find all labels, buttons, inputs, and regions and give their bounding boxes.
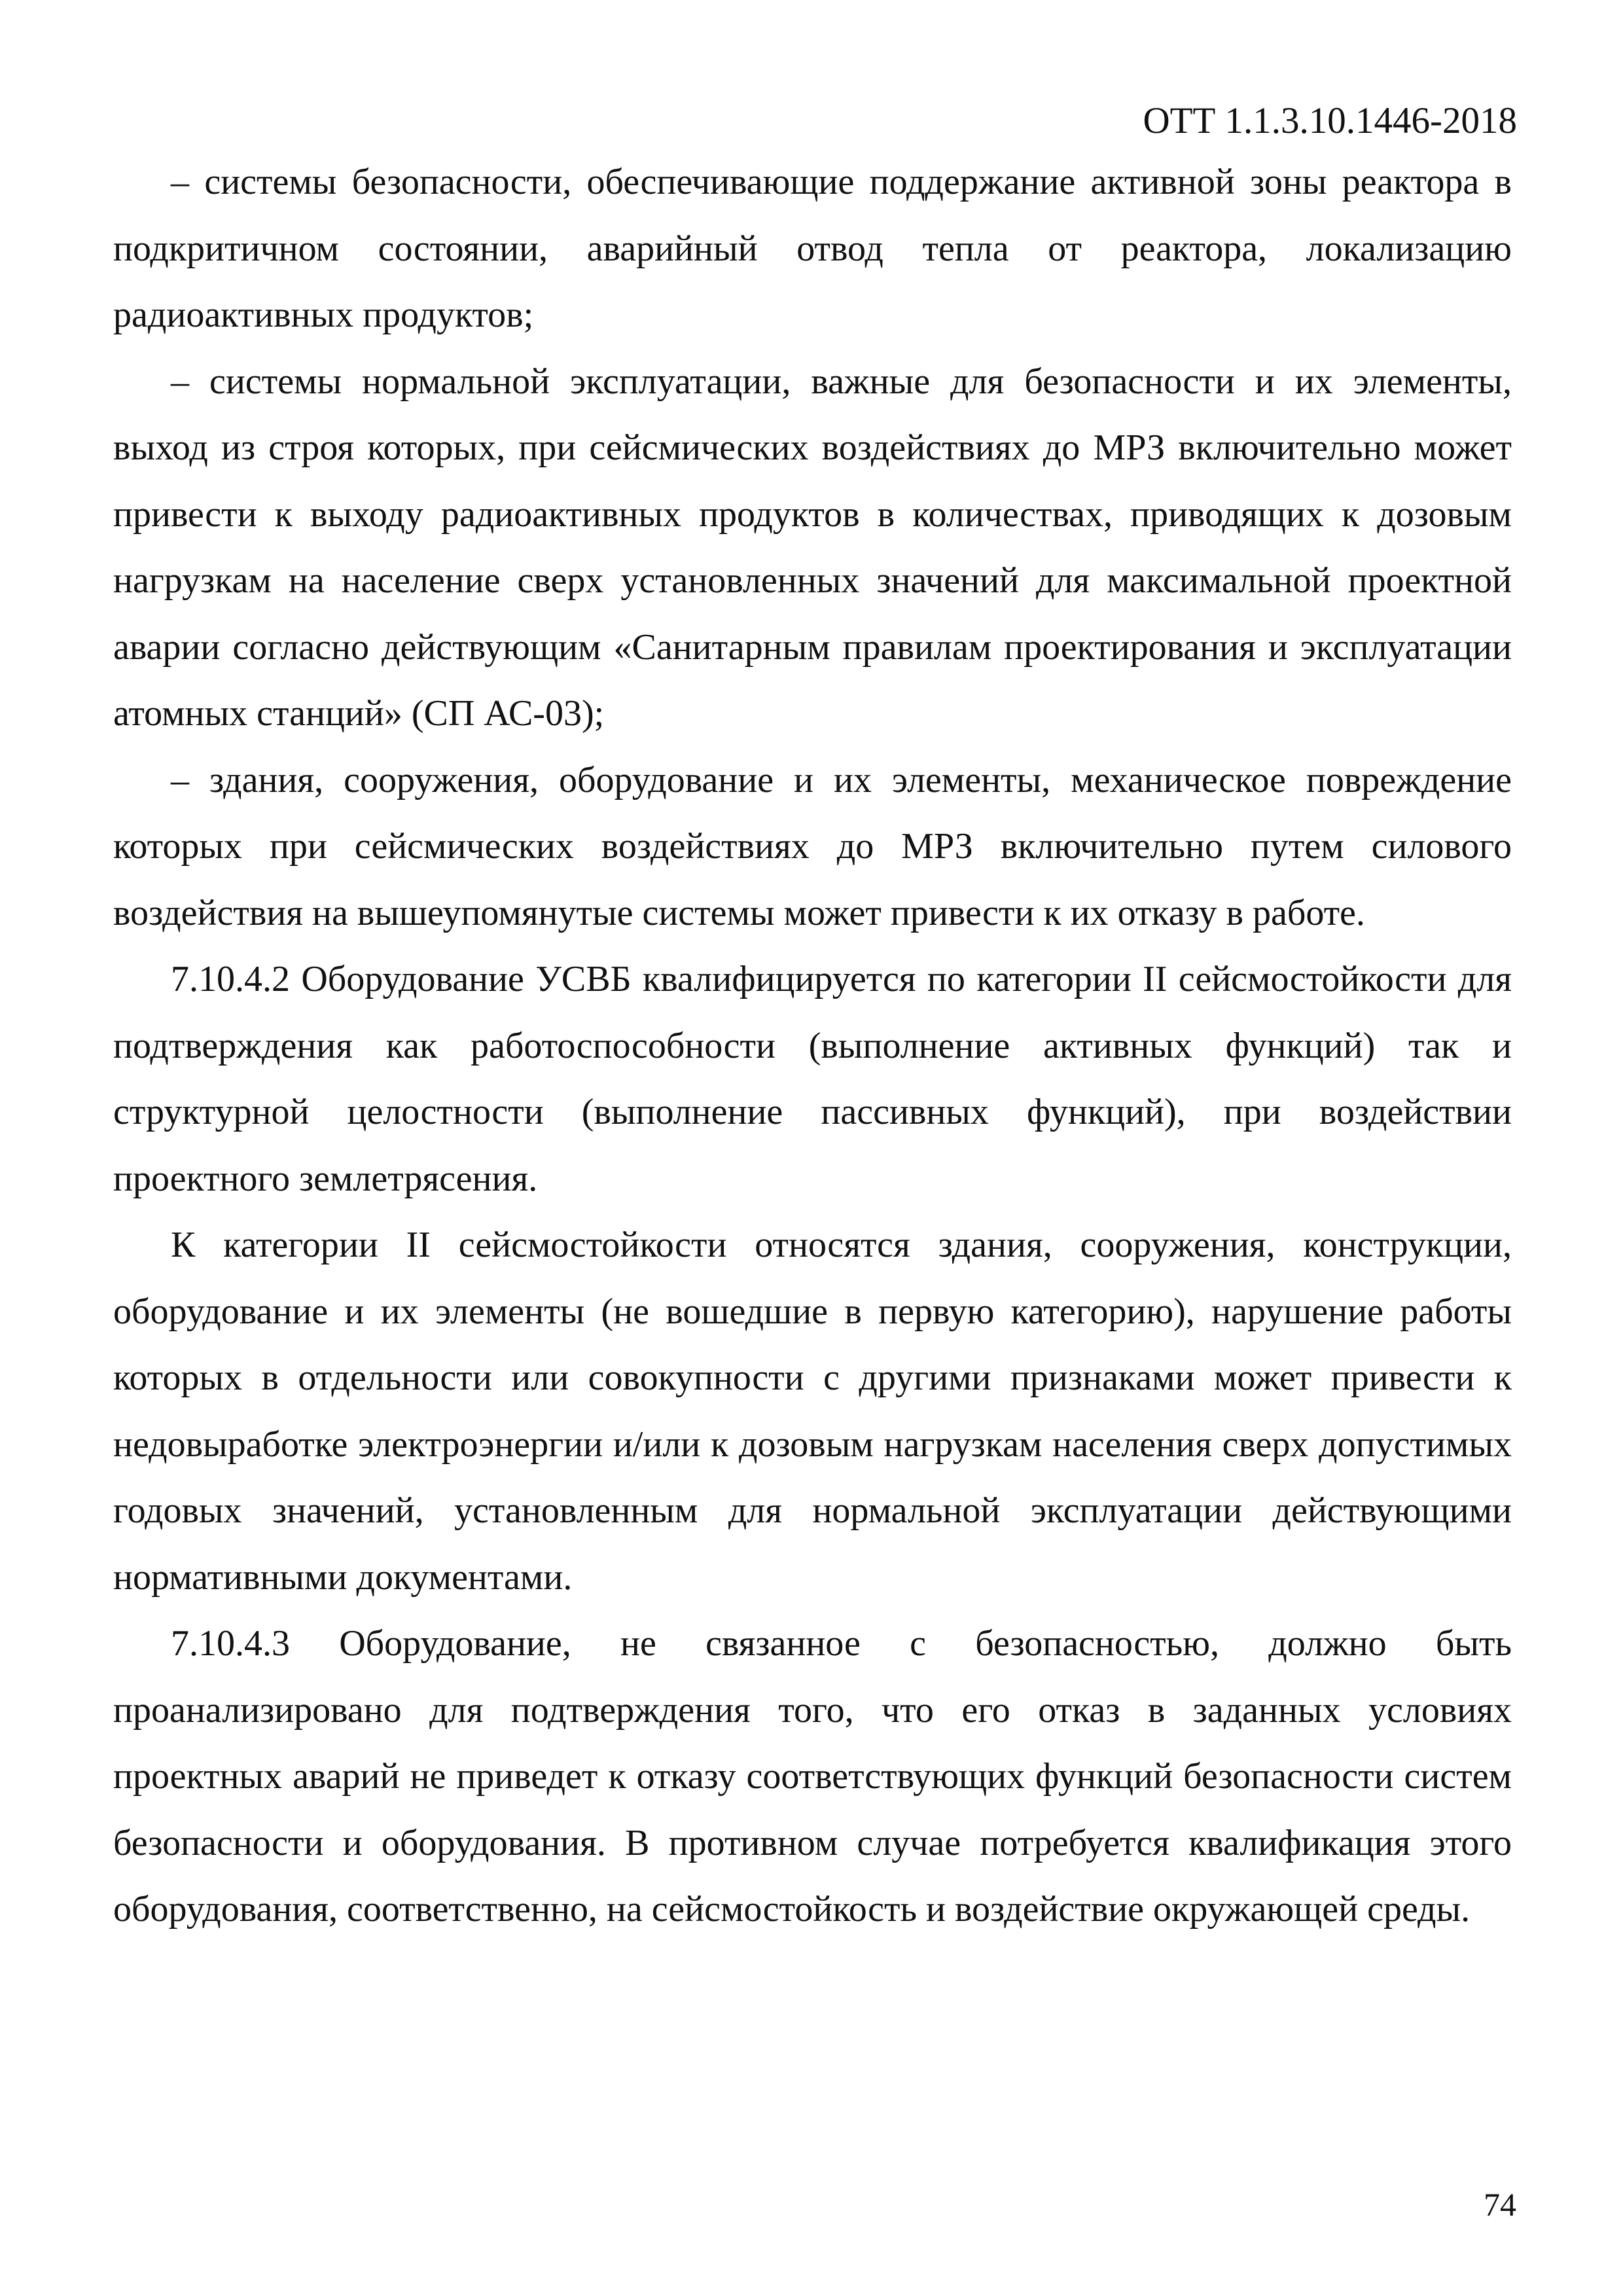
paragraph-safety-systems: – системы безопасности, обеспечивающие поддержание активной зоны реактора в подкритичном состоянии, аварийный отвод тепла от реактора, локализацию радиоактивных продуктов;: [113, 162, 1512, 335]
document-body: [113, 149, 1512, 1943]
paragraph-category-ii: К категории II сейсмостойкости относятся здания, сооружения, конструкции, оборудование и их элементы (не вошедшие в первую категорию), нарушение работы которых в отдельности или совокупности с другими признаками может привести к недовыработке электроэнергии и/или к дозовым нагрузкам населения сверх допустимых годовых значений, установленным для нормальной эксплуатации действующими нормативными документами.: [113, 1225, 1512, 1598]
paragraph-section-7-10-4-3: 7.10.4.3 Оборудование, не связанное с безопасностью, должно быть проанализировано для подтверждения того, что его отказ в заданных условиях проектных аварий не приведет к отказу соответствующих функций безопасности систем безопасности и оборудования. В противном случае потребуется квалификация этого оборудования, соответственно, на сейсмостойкость и воздействие окружающей среды.: [113, 1623, 1512, 1929]
paragraph-buildings-structures: – здания, сооружения, оборудование и их элементы, механическое повреждение которых при сейсмических воздействиях до МРЗ включительно путем силового воздействия на вышеупомянутые системы может привести к их отказу в работе.: [113, 759, 1512, 933]
page-number: 74: [1484, 2186, 1516, 2223]
paragraph-normal-operation-systems: – системы нормальной эксплуатации, важные для безопасности и их элементы, выход из строя которых, при сейсмических воздействиях до МРЗ включительно может привести к выходу радиоактивных продуктов в количествах, приводящих к дозовым нагрузкам на население сверх установленных значений для максимальной проектной аварии согласно действующим «Санитарным правилам проектирования и эксплуатации атомных станций» (СП АС-03);: [113, 361, 1512, 734]
document-code: ОТТ 1.1.3.10.1446-2018: [1143, 100, 1517, 141]
paragraph-section-7-10-4-2: 7.10.4.2 Оборудование УСВБ квалифицируется по категории II сейсмостойкости для подтверждения как работоспособности (выполнение активных функций) так и структурной целостности (выполнение пассивных функций), при воздействии проектного землетрясения.: [113, 959, 1512, 1199]
